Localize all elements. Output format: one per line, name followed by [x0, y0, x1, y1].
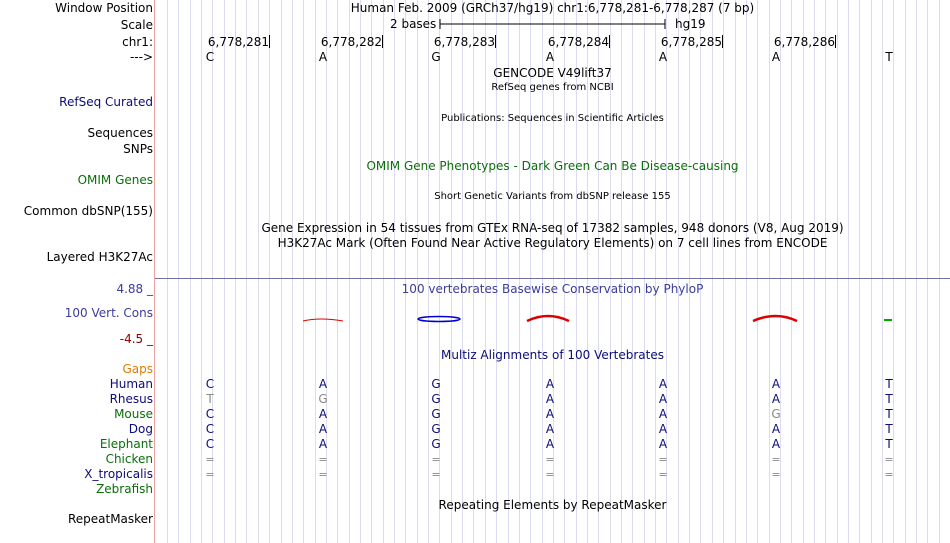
aligned-base: =: [431, 468, 441, 481]
position-label: 6,778,281: [207, 35, 269, 49]
aligned-base: =: [431, 453, 441, 466]
aligned-base: =: [771, 453, 781, 466]
base-letter: G: [431, 50, 441, 64]
repeatmasker-track-title[interactable]: Repeating Elements by RepeatMasker: [438, 498, 667, 512]
aligned-base: A: [545, 422, 555, 436]
cons-track-label[interactable]: 100 Vert. Cons: [64, 306, 153, 320]
aligned-base: A: [658, 377, 668, 391]
position-label: 6,778,282: [320, 35, 382, 49]
window-position-label: Window Position: [55, 1, 153, 15]
species-label[interactable]: Mouse: [114, 407, 153, 421]
phylop-track-title[interactable]: 100 vertebrates Basewise Conservation by PhyloP: [401, 282, 704, 296]
repeatmasker-track-label[interactable]: RepeatMasker: [67, 512, 153, 526]
base-letter: A: [658, 50, 668, 64]
phylop-min-value: -4.5 _: [119, 332, 153, 346]
species-label[interactable]: Rhesus: [109, 392, 153, 406]
base-letter: A: [771, 50, 781, 64]
scale-bar: [439, 17, 669, 31]
aligned-base: C: [205, 437, 215, 451]
aligned-base: G: [431, 437, 441, 451]
aligned-base: C: [205, 407, 215, 421]
aligned-base: A: [545, 437, 555, 451]
aligned-base: T: [885, 437, 893, 451]
aligned-base: =: [771, 468, 781, 481]
track-separator: [155, 278, 950, 279]
species-label[interactable]: Human: [109, 377, 153, 391]
snps-track-label[interactable]: SNPs: [123, 142, 153, 156]
species-label[interactable]: X_tropicalis: [84, 467, 153, 481]
window-position-value: Human Feb. 2009 (GRCh37/hg19) chr1:6,778,281-6,778,287 (7 bp): [350, 1, 755, 15]
aligned-base: G: [431, 377, 441, 391]
phylop-signal: [155, 310, 950, 324]
aligned-base: A: [658, 392, 668, 406]
species-label[interactable]: Dog: [128, 422, 153, 436]
omim-track-label[interactable]: OMIM Genes: [77, 173, 153, 187]
aligned-base: A: [318, 422, 328, 436]
aligned-base: A: [545, 377, 555, 391]
aligned-base: G: [431, 392, 441, 406]
aligned-base: G: [318, 392, 328, 406]
aligned-base: A: [545, 407, 555, 421]
aligned-base: =: [318, 453, 328, 466]
multiz-track-title[interactable]: Multiz Alignments of 100 Vertebrates: [440, 348, 665, 362]
dbsnp-track-label[interactable]: Common dbSNP(155): [23, 204, 153, 218]
refseq-track-subtitle: RefSeq genes from NCBI: [491, 82, 614, 93]
gaps-label: Gaps: [122, 362, 153, 376]
aligned-base: A: [771, 437, 781, 451]
species-label[interactable]: Elephant: [99, 437, 153, 451]
aligned-base: A: [318, 377, 328, 391]
aligned-base: T: [885, 407, 893, 421]
position-label: 6,778,286: [773, 35, 835, 49]
aligned-base: C: [205, 422, 215, 436]
aligned-base: A: [658, 407, 668, 421]
refseq-track-label[interactable]: RefSeq Curated: [59, 95, 153, 109]
aligned-base: =: [884, 468, 894, 481]
scale-assembly: hg19: [675, 17, 706, 31]
phylop-peak-2: [418, 317, 460, 322]
aligned-base: C: [205, 377, 215, 391]
aligned-base: =: [658, 453, 668, 466]
position-tick: [835, 35, 836, 48]
phylop-peak-4: [753, 316, 797, 321]
aligned-base: G: [431, 407, 441, 421]
aligned-base: =: [205, 468, 215, 481]
phylop-peak-1: [303, 319, 343, 321]
aligned-base: A: [318, 437, 328, 451]
aligned-base: A: [318, 407, 328, 421]
aligned-base: T: [206, 392, 214, 406]
position-tick: [382, 35, 383, 48]
position-tick: [609, 35, 610, 48]
omim-track-title[interactable]: OMIM Gene Phenotypes - Dark Green Can Be Disease-causing: [366, 159, 739, 173]
position-tick: [269, 35, 270, 48]
aligned-base: G: [431, 422, 441, 436]
aligned-base: A: [658, 437, 668, 451]
aligned-base: T: [885, 377, 893, 391]
position-label: 6,778,285: [660, 35, 722, 49]
aligned-base: A: [771, 422, 781, 436]
aligned-base: A: [771, 392, 781, 406]
base-letter: C: [205, 50, 215, 64]
base-letter: A: [545, 50, 555, 64]
aligned-base: =: [658, 468, 668, 481]
aligned-base: =: [545, 468, 555, 481]
aligned-base: A: [771, 377, 781, 391]
aligned-base: T: [885, 392, 893, 406]
position-label: 6,778,284: [547, 35, 609, 49]
aligned-base: A: [658, 422, 668, 436]
base-letter: T: [885, 50, 893, 64]
h3k27ac-track-label[interactable]: Layered H3K27Ac: [46, 250, 153, 264]
aligned-base: =: [884, 453, 894, 466]
position-tick: [495, 35, 496, 48]
gtex-track-title[interactable]: Gene Expression in 54 tissues from GTEx RNA-seq of 17382 samples, 948 donors (V8, Aug 2019): [261, 221, 844, 235]
base-letter: A: [318, 50, 328, 64]
dbsnp-track-title[interactable]: Short Genetic Variants from dbSNP release 155: [434, 191, 671, 202]
position-tick: [722, 35, 723, 48]
phylop-max-value: 4.88 _: [116, 282, 153, 296]
chrom-label: chr1:: [122, 35, 153, 49]
sequences-track-label[interactable]: Sequences: [87, 126, 153, 140]
h3k27ac-track-title[interactable]: H3K27Ac Mark (Often Found Near Active Regulatory Elements) on 7 cell lines from ENCODE: [277, 236, 828, 250]
aligned-base: =: [318, 468, 328, 481]
aligned-base: A: [545, 392, 555, 406]
strand-label: --->: [129, 50, 153, 64]
species-label[interactable]: Chicken: [105, 452, 153, 466]
aligned-base: =: [545, 453, 555, 466]
position-label: 6,778,283: [433, 35, 495, 49]
aligned-base: G: [771, 407, 781, 421]
aligned-base: T: [885, 422, 893, 436]
aligned-base: =: [205, 453, 215, 466]
phylop-peak-3: [527, 316, 569, 321]
gencode-track-title[interactable]: GENCODE V49lift37: [493, 66, 612, 80]
publications-track-title[interactable]: Publications: Sequences in Scientific Articles: [441, 113, 664, 124]
species-label[interactable]: Zebrafish: [96, 482, 153, 496]
scale-label: Scale: [120, 18, 153, 32]
scale-bar-text: 2 bases: [390, 17, 437, 31]
